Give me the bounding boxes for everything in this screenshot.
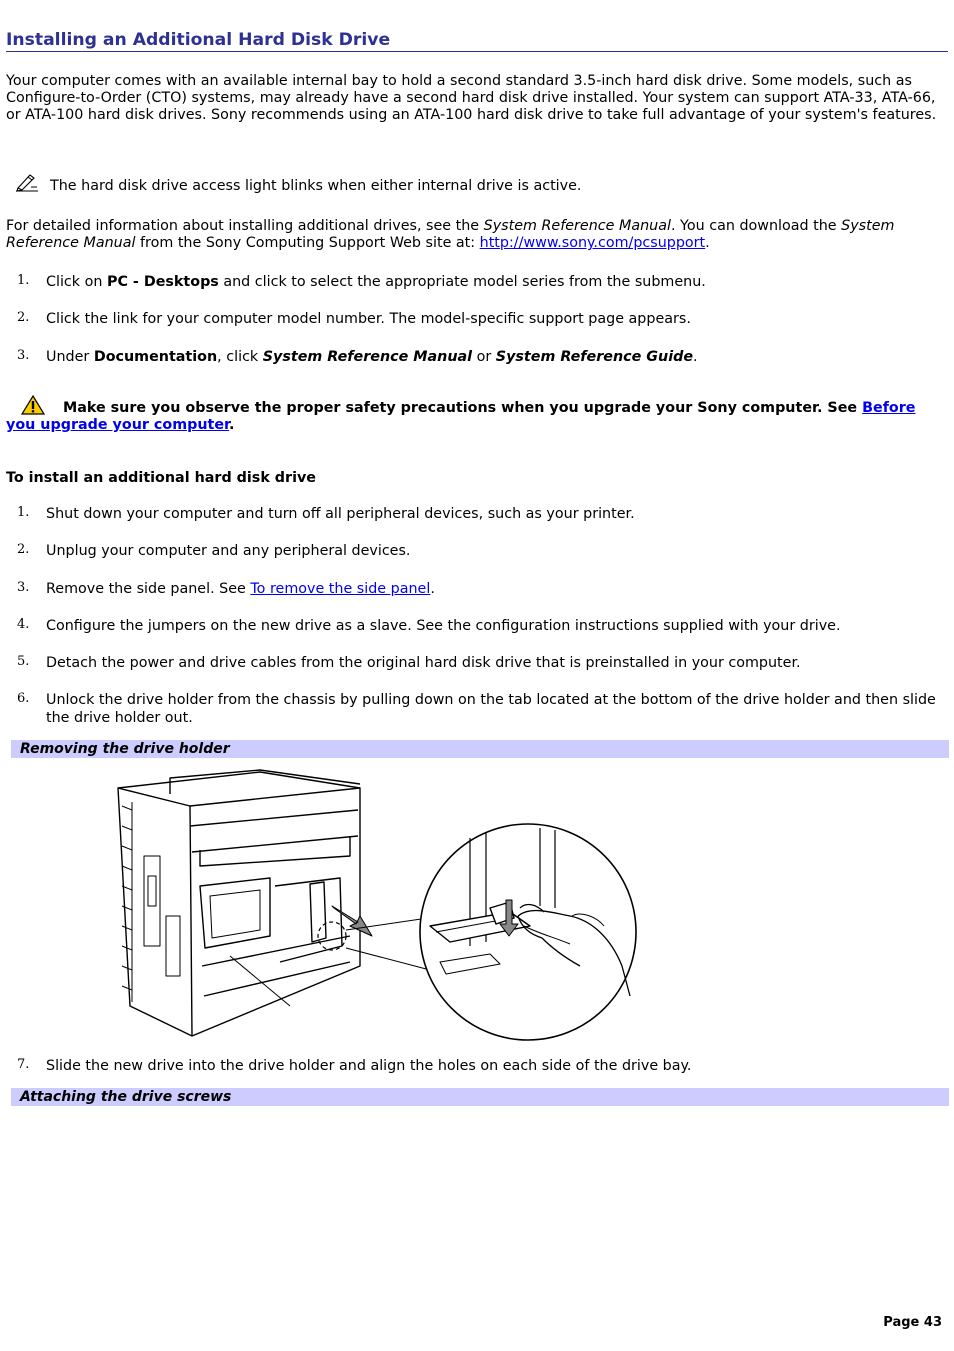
step-item: Detach the power and drive cables from the original hard disk drive that is preinstalled in your computer. (46, 655, 801, 671)
sony-support-link[interactable]: http://www.sony.com/pcsupport (479, 235, 706, 251)
page-number: Page 43 (883, 1315, 942, 1330)
step-number: 3. (17, 348, 30, 363)
step-item: Configure the jumpers on the new drive as a slave. See the configuration instructions supplied with your drive. (46, 618, 841, 634)
step-item: Click the link for your computer model number. The model-specific support page appears. (46, 311, 691, 327)
remove-side-panel-link[interactable]: To remove the side panel (250, 581, 431, 597)
figure-caption: Attaching the drive screws (11, 1088, 949, 1106)
step-number: 1. (17, 273, 30, 288)
step-number: 6. (17, 691, 30, 706)
step-item: Unlock the drive holder from the chassis by pulling down on the tab located at the bottom of the drive holder and then slide the drive holder out. (46, 692, 936, 726)
step-number: 7. (17, 1057, 30, 1072)
step-number: 5. (17, 654, 30, 669)
warning-text: Make sure you observe the proper safety precautions when you upgrade your Sony computer. See Before you upgrade your computer. (6, 400, 916, 433)
step-number: 2. (17, 310, 30, 325)
page-title: Installing an Additional Hard Disk Drive (6, 29, 948, 52)
intro-paragraph: Your computer comes with an available internal bay to hold a second standard 3.5-inch hard disk drive. Some models, such as Configure-to-Order (CTO) systems, may already have a second hard disk drive installed. Your system can support ATA-33, ATA-66, or ATA-100 hard disk drives. Sony recommends using an ATA-100 hard disk drive to take full advantage of your system's features. (6, 73, 937, 123)
note-pencil-icon (15, 172, 39, 192)
manual-name: System Reference Manual (6, 218, 895, 251)
drive-holder-illustration (110, 766, 640, 1042)
note-text: The hard disk drive access light blinks when either internal drive is active. (50, 178, 582, 194)
step-number: 2. (17, 542, 30, 557)
manual-name: System Reference Manual (483, 218, 671, 234)
step-item: Remove the side panel. See To remove the side panel. (46, 581, 435, 597)
step-item: Click on PC - Desktops and click to select the appropriate model series from the submenu. (46, 274, 706, 290)
info-paragraph: For detailed information about installing additional drives, see the System Reference Manual. You can download the System Reference Manual from the Sony Computing Support Web site at: http://www.sony.com/pcsupport. (6, 218, 895, 251)
step-item: Unplug your computer and any peripheral devices. (46, 543, 411, 559)
procedure-heading: To install an additional hard disk drive (6, 470, 317, 486)
step-number: 3. (17, 580, 30, 595)
figure-caption: Removing the drive holder (11, 740, 949, 758)
step-item: Under Documentation, click System Reference Manual or System Reference Guide. (46, 349, 698, 365)
step-number: 1. (17, 505, 30, 520)
before-upgrade-link[interactable]: Before you upgrade your computer (6, 400, 916, 433)
step-item: Slide the new drive into the drive holder and align the holes on each side of the drive bay. (46, 1058, 692, 1074)
step-number: 4. (17, 617, 30, 632)
step-item: Shut down your computer and turn off all peripheral devices, such as your printer. (46, 506, 635, 522)
